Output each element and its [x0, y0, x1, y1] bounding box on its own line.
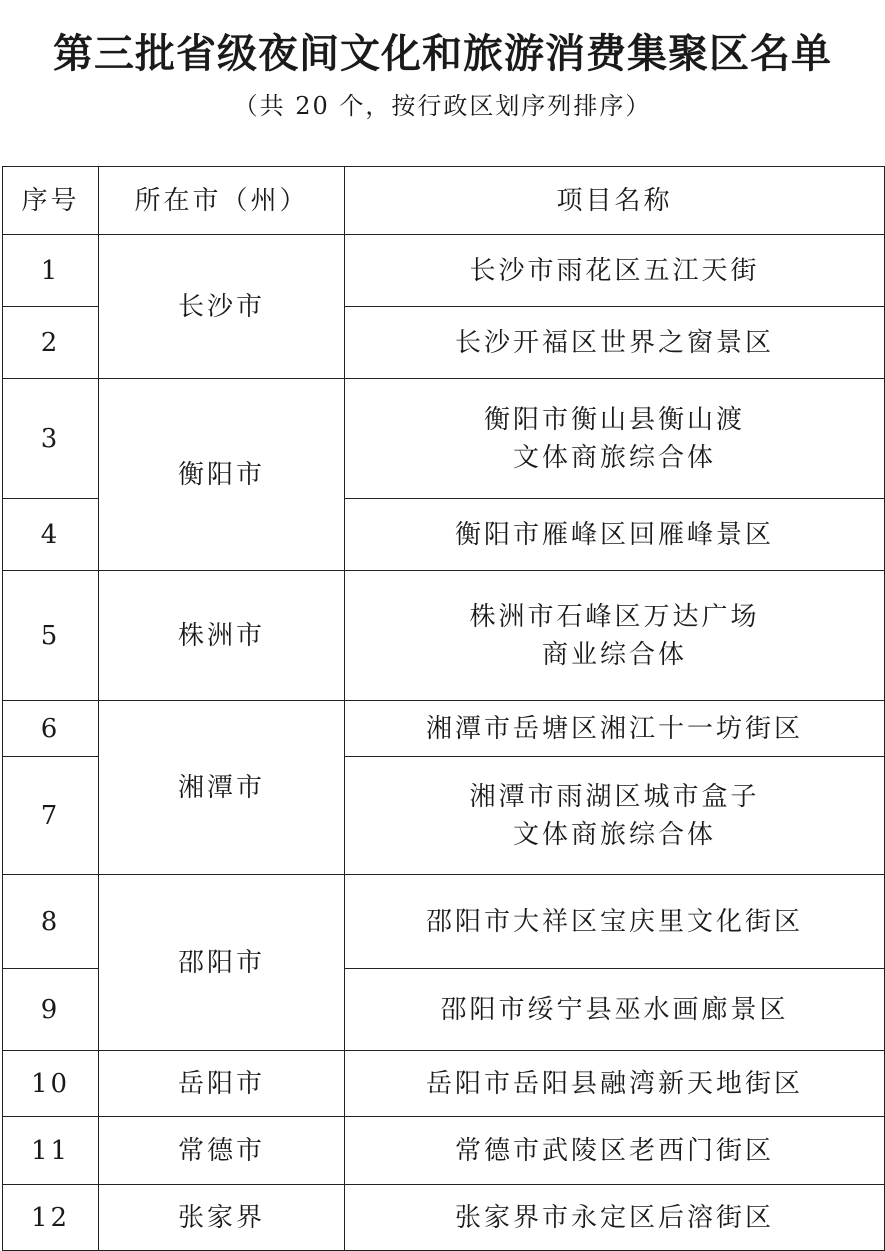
- header-city: 所在市（州）: [99, 167, 345, 235]
- project-name: 张家界市永定区后溶街区: [345, 1185, 885, 1251]
- row-number: 9: [3, 969, 99, 1051]
- header-project: 项目名称: [345, 167, 885, 235]
- project-line: 商业综合体: [541, 639, 687, 670]
- table-row: [3, 235, 885, 307]
- project-name: 邵阳市绥宁县巫水画廊景区: [345, 969, 885, 1051]
- page-title: 第三批省级夜间文化和旅游消费集聚区名单: [53, 30, 832, 77]
- project-name: 常德市武陵区老西门街区: [345, 1117, 885, 1185]
- city-cell: 邵阳市: [99, 875, 345, 1051]
- row-number: 12: [3, 1185, 99, 1251]
- row-number: 11: [3, 1117, 99, 1185]
- table-row: [3, 701, 885, 757]
- header-no: 序号: [3, 167, 99, 235]
- city-cell: 衡阳市: [99, 379, 345, 571]
- project-name: 衡阳市雁峰区回雁峰景区: [345, 499, 885, 571]
- row-number: 4: [3, 499, 99, 571]
- row-number: 3: [3, 379, 99, 499]
- project-name: 岳阳市岳阳县融湾新天地街区: [345, 1051, 885, 1117]
- list-table: [2, 166, 885, 1251]
- project-name: 长沙市雨花区五江天街: [345, 235, 885, 307]
- table-row: [3, 875, 885, 969]
- city-cell: 岳阳市: [99, 1051, 345, 1117]
- row-number: 5: [3, 571, 99, 701]
- project-name: 邵阳市大祥区宝庆里文化街区: [345, 875, 885, 969]
- table-row: [3, 1185, 885, 1251]
- project-name: [345, 571, 885, 701]
- project-name: 湘潭市岳塘区湘江十一坊街区: [345, 701, 885, 757]
- table-row: [3, 379, 885, 499]
- city-cell: 株洲市: [99, 571, 345, 701]
- row-number: 7: [3, 757, 99, 875]
- city-cell: 湘潭市: [99, 701, 345, 875]
- project-line: 文体商旅综合体: [512, 442, 716, 473]
- project-name: [345, 379, 885, 499]
- row-number: 1: [3, 235, 99, 307]
- city-cell: 张家界: [99, 1185, 345, 1251]
- table-row: [3, 1051, 885, 1117]
- project-line: 湘潭市雨湖区城市盒子: [469, 781, 760, 812]
- project-name: [345, 757, 885, 875]
- project-line: 株洲市石峰区万达广场: [469, 601, 760, 632]
- page-subtitle: （共 20 个，按行政区划序列排序）: [233, 92, 652, 120]
- city-cell: 长沙市: [99, 235, 345, 379]
- row-number: 8: [3, 875, 99, 969]
- row-number: 10: [3, 1051, 99, 1117]
- city-cell: 常德市: [99, 1117, 345, 1185]
- table-header-row: [3, 167, 885, 235]
- table-row: [3, 1117, 885, 1185]
- row-number: 6: [3, 701, 99, 757]
- project-name: 长沙开福区世界之窗景区: [345, 307, 885, 379]
- project-line: 文体商旅综合体: [512, 819, 716, 850]
- project-line: 衡阳市衡山县衡山渡: [483, 404, 745, 435]
- table-row: [3, 571, 885, 701]
- row-number: 2: [3, 307, 99, 379]
